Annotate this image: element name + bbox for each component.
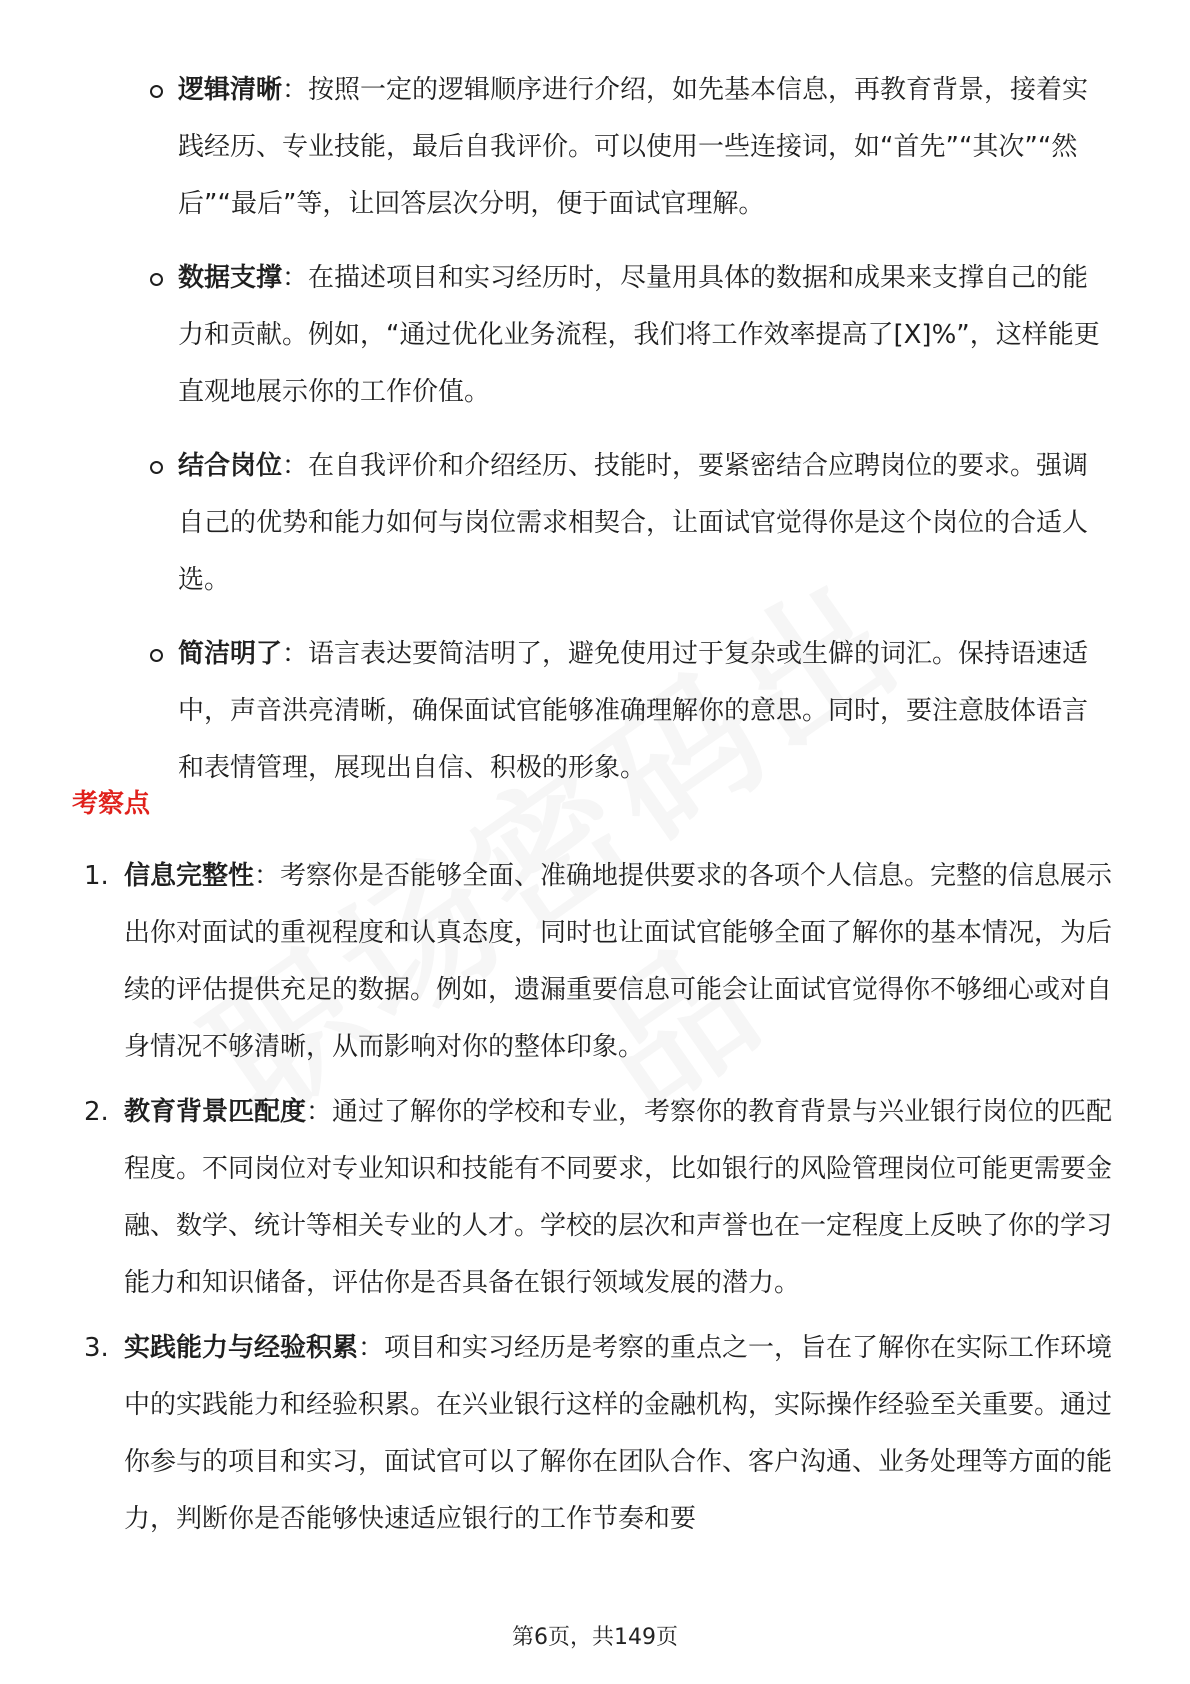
bullet-term: 数据支撑 <box>178 263 283 293</box>
bullet-term: 结合岗位 <box>178 451 283 481</box>
item-term: 实践能力与经验积累 <box>124 1333 359 1363</box>
page-footer: 第6页，共149页 <box>512 1625 678 1650</box>
assessment-points-list <box>84 848 1114 1556</box>
bullet-text: ：按照一定的逻辑顺序进行介绍，如先基本信息，再教育背景，接着实践经历、专业技能，最后自我评价。可以使用一些连接词，如“首先”“其次”“然后”“最后”等，让回答层次分明，便于面试官理解。 <box>178 75 1089 219</box>
bullet-item-data <box>150 250 1110 421</box>
item-text: ：考察你是否能够全面、准确地提供要求的各项个人信息。完整的信息展示出你对面试的重视程度和认真态度，同时也让面试官能够全面了解你的基本情况，为后续的评估提供充足的数据。例如，遗漏重要信息可能会让面试官觉得你不够细心或对自身情况不够清晰，从而影响对你的整体印象。 <box>124 861 1113 1062</box>
item-number: 1. <box>84 861 109 891</box>
numbered-item-2 <box>84 1084 1114 1312</box>
tips-bullet-list <box>150 62 1110 814</box>
bullet-term: 简洁明了 <box>178 639 283 669</box>
item-text: ：项目和实习经历是考察的重点之一，旨在了解你在实际工作环境中的实践能力和经验积累。在兴业银行这样的金融机构，实际操作经验至关重要。通过你参与的项目和实习，面试官可以了解你在团队合作、客户沟通、业务处理等方面的能力，判断你是否能够快速适应银行的工作节奏和要 <box>124 1333 1113 1534</box>
bullet-text: ：在自我评价和介绍经历、技能时，要紧密结合应聘岗位的要求。强调自己的优势和能力如何与岗位需求相契合，让面试官觉得你是这个岗位的合适人选。 <box>178 451 1089 595</box>
item-number: 2. <box>84 1097 109 1127</box>
bullet-item-logic <box>150 62 1110 233</box>
section-title: 考察点 <box>72 789 151 819</box>
item-term: 教育背景匹配度 <box>124 1097 307 1127</box>
bullet-item-position <box>150 438 1110 609</box>
bullet-text: ：语言表达要简洁明了，避免使用过于复杂或生僻的词汇。保持语速适中，声音洪亮清晰，确保面试官能够准确理解你的意思。同时，要注意肢体语言和表情管理，展现出自信、积极的形象。 <box>178 639 1089 783</box>
item-text: ：通过了解你的学校和专业，考察你的教育背景与兴业银行岗位的匹配程度。不同岗位对专业知识和技能有不同要求，比如银行的风险管理岗位可能更需要金融、数学、统计等相关专业的人才。学校的层次和声誉也在一定程度上反映了你的学习能力和知识储备，评估你是否具备在银行领域发展的潜力。 <box>124 1097 1113 1298</box>
bullet-term: 逻辑清晰 <box>178 75 283 105</box>
item-number: 3. <box>84 1333 109 1363</box>
bullet-text: ：在描述项目和实习经历时，尽量用具体的数据和成果来支撑自己的能力和贡献。例如，“通过优化业务流程，我们将工作效率提高了[X]%”，这样能更直观地展示你的工作价值。 <box>178 263 1100 407</box>
item-term: 信息完整性 <box>124 861 255 891</box>
numbered-item-3 <box>84 1320 1114 1548</box>
bullet-item-concise <box>150 626 1110 797</box>
numbered-item-1 <box>84 848 1114 1076</box>
